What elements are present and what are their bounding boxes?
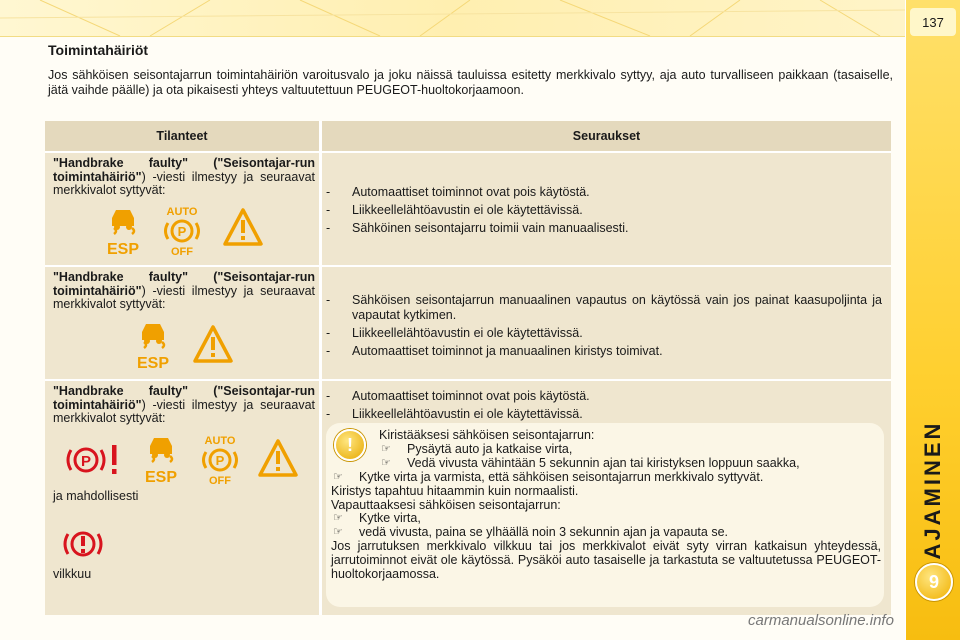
note-text	[331, 429, 881, 582]
list-item: - Automaattiset toiminnot ovat pois käytöstä.	[326, 389, 882, 404]
column-divider	[319, 121, 322, 615]
row1-consequences	[326, 185, 882, 239]
list-item: - Sähköinen seisontajarru toimii vain manuaalisesti.	[326, 221, 882, 236]
svg-text:P: P	[80, 453, 92, 470]
page-number: 137	[910, 8, 956, 36]
svg-text:P: P	[215, 453, 225, 468]
note-closing: Jos jarrutuksen merkkivalo vilkkuu tai jos merkkivalot eivät syty virran katkaisun yhteydessä, jarrutoiminnot eivät ole käytössä. Pysäköi auto tasaiselle ja tarkastuta se valtuutetussa PEUGEOT-huoltokorjaamossa.	[331, 539, 881, 582]
svg-text:P: P	[177, 224, 187, 239]
brake-warning-icon	[60, 526, 106, 562]
svg-text:ESP: ESP	[136, 355, 170, 370]
warning-triangle-icon	[257, 438, 299, 478]
row2-consequences	[326, 293, 882, 362]
chapter-title: AJAMINEN	[920, 420, 945, 560]
list-item: - Automaattiset toiminnot ovat pois käytöstä.	[326, 185, 882, 200]
watermark: carmanualsonline.info	[748, 612, 894, 629]
esp-skid-icon	[140, 432, 182, 484]
auto-p-off-icon	[196, 432, 244, 486]
list-item: - Automaattiset toiminnot ja manuaalinen kiristys toimivat.	[326, 344, 882, 359]
section-heading: Toimintahäiriöt	[48, 42, 149, 58]
note-step: ☞ Vedä vivusta vähintään 5 sekunnin ajan tai kiristyksen loppuun saakka,	[331, 457, 881, 471]
header-situations: Tilanteet	[45, 121, 319, 151]
chapter-number-badge: 9	[915, 563, 953, 601]
esp-skid-icon	[102, 204, 144, 256]
auto-p-off-icon	[158, 203, 206, 257]
note-step: ☞ vedä vivusta, paina se ylhäällä noin 3 sekunnin ajan ja vapauta se.	[331, 526, 881, 540]
list-item: - Sähköisen seisontajarrun manuaalinen vapautus on käytössä vain jos painat kaasupoljinta ja vapautat kytkimen.	[326, 293, 882, 323]
note-release-title: Vapauttaaksesi sähköisen seisontajarrun:	[331, 497, 561, 512]
svg-text:ESP: ESP	[106, 241, 140, 256]
note-line: Kiristys tapahtuu hitaammin kuin normaalisti.	[331, 483, 579, 498]
warning-triangle-icon	[222, 207, 264, 247]
row-divider	[45, 265, 891, 267]
header-decoration	[0, 0, 905, 37]
warning-triangle-icon	[192, 324, 234, 364]
svg-text:OFF: OFF	[171, 246, 193, 257]
svg-text:ESP: ESP	[144, 469, 178, 484]
possibly-label: ja mahdollisesti	[53, 489, 139, 503]
row3-situation: "Handbrake faulty" ("Seisontajar-run toimintahäiriö") -viesti ilmestyy ja seuraavat merkkivalot syttyvät:	[53, 384, 315, 425]
row-divider	[45, 379, 891, 381]
svg-text:AUTO: AUTO	[204, 435, 236, 447]
intro-paragraph: Jos sähköisen seisontajarrun toimintahäiriön varoitusvalo ja joku näissä tauluissa esitetty merkkivalo syttyy, aja auto turvalliseen paikkaan (tasaiselle, jätä vaihde päälle) ja ota pikaisesti yhteys valtuutettuun PEUGEOT-huoltokorjaamoon.	[48, 68, 893, 97]
note-title: Kiristääksesi sähköisen seisontajarrun:	[379, 428, 595, 442]
list-item: - Liikkeellelähtöavustin ei ole käytettävissä.	[326, 326, 882, 341]
note-step: ☞ Kytke virta,	[331, 512, 881, 526]
note-step: ☞ Pysäytä auto ja katkaise virta,	[331, 443, 881, 457]
row1-situation: "Handbrake faulty" ("Seisontajar-run toimintahäiriö") -viesti ilmestyy ja seuraavat merkkivalot syttyvät:	[53, 156, 315, 197]
row-divider	[45, 151, 891, 153]
row2-situation: "Handbrake faulty" ("Seisontajar-run toimintahäiriö") -viesti ilmestyy ja seuraavat merkkivalot syttyvät:	[53, 270, 315, 311]
list-item: - Liikkeellelähtöavustin ei ole käytettävissä.	[326, 203, 882, 218]
blinks-label: vilkkuu	[53, 567, 92, 581]
svg-text:OFF: OFF	[209, 475, 231, 486]
row3-consequences	[326, 389, 882, 425]
parking-brake-warning-icon	[64, 440, 122, 480]
note-step: ☞ Kytke virta ja varmista, että sähköisen seisontajarrun merkkivalo syttyvät.	[331, 471, 881, 485]
list-item: - Liikkeellelähtöavustin ei ole käytettävissä.	[326, 407, 882, 422]
header-consequences: Seuraukset	[322, 121, 891, 151]
attention-icon: !	[334, 429, 366, 461]
svg-text:AUTO: AUTO	[166, 206, 198, 218]
esp-skid-icon	[132, 318, 174, 370]
